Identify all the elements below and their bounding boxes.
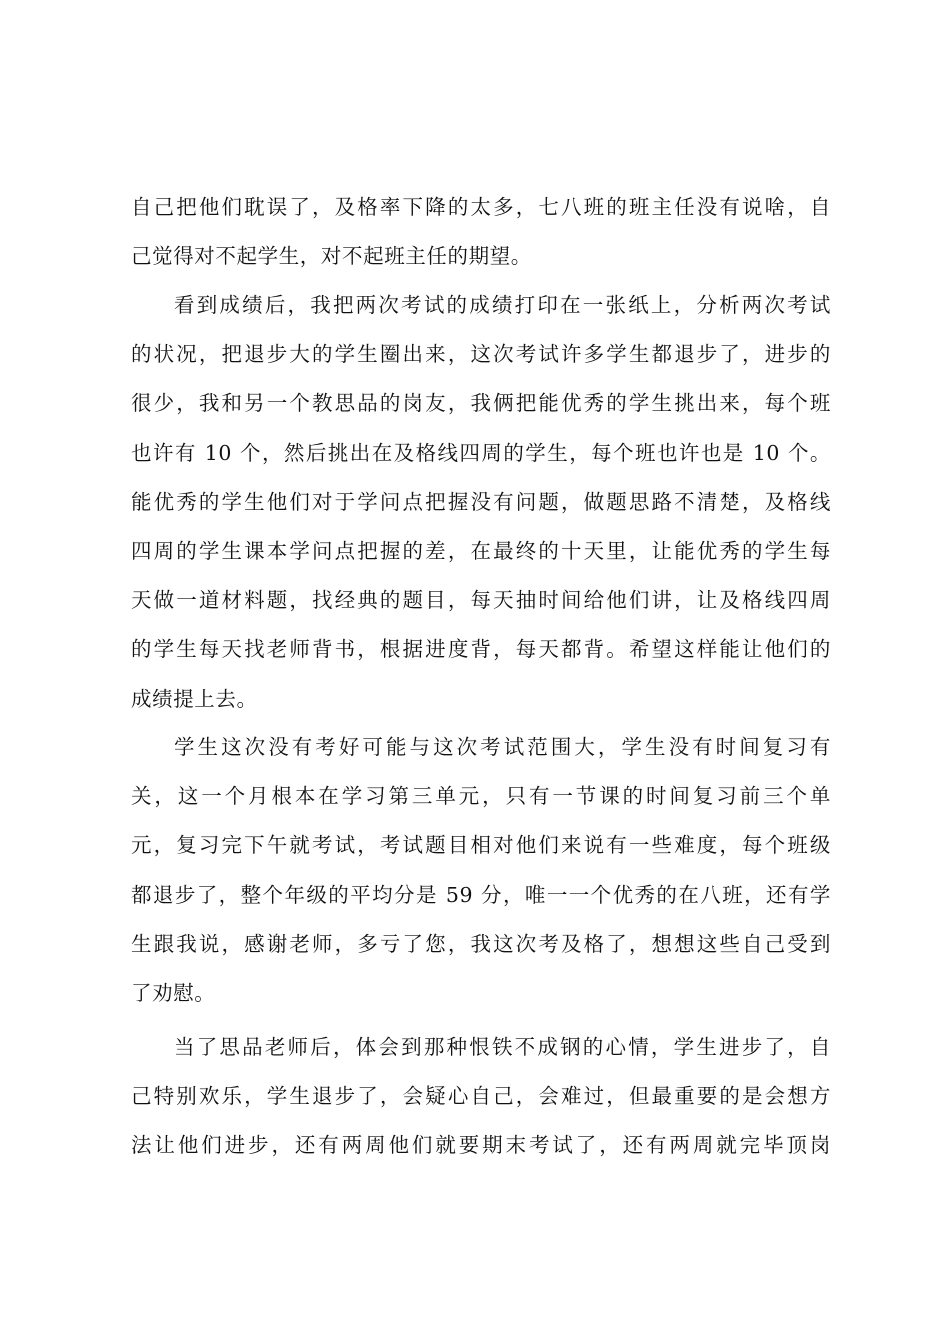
- paragraph-line: 很少，我和另一个教思品的岗友，我俩把能优秀的学生挑出来，每个班: [131, 391, 831, 416]
- paragraph-line: 学生这次没有考好可能与这次考试范围大，学生没有时间复习有: [174, 735, 831, 759]
- paragraph-line: 生跟我说，感谢老师，多亏了您，我这次考及格了，想想这些自己受到: [131, 931, 831, 956]
- paragraph-line: 也许有 10 个，然后挑出在及格线四周的学生，每个班也许也是 10 个。: [131, 440, 831, 465]
- paragraph-line: 都退步了，整个年级的平均分是 59 分，唯一一个优秀的在八班，还有学: [131, 882, 831, 907]
- paragraph-4: [131, 1023, 831, 1171]
- paragraph-line: 的状况，把退步大的学生圈出来，这次考试许多学生都退步了，进步的: [131, 342, 831, 367]
- paragraph-line: 法让他们进步，还有两周他们就要期末考试了，还有两周就完毕顶岗: [131, 1133, 831, 1158]
- paragraph-1: [131, 183, 831, 281]
- paragraph-line: 当了思品老师后，体会到那种恨铁不成钢的心情，学生进步了，自: [174, 1035, 831, 1059]
- paragraph-line: 能优秀的学生他们对于学问点把握没有问题，做题思路不清楚，及格线: [131, 489, 831, 514]
- paragraph-line: 了劝慰。: [131, 980, 216, 1005]
- paragraph-line: 自己把他们耽误了，及格率下降的太多，七八班的班主任没有说啥，自: [131, 195, 831, 219]
- paragraph-line: 天做一道材料题，找经典的题目，每天抽时间给他们讲，让及格线四周: [131, 588, 831, 613]
- paragraph-line: 四周的学生课本学问点把握的差，在最终的十天里，让能优秀的学生每: [131, 538, 831, 563]
- paragraph-line: 己觉得对不起学生，对不起班主任的期望。: [131, 244, 532, 269]
- paragraph-2: [131, 281, 831, 724]
- paragraph-line: 成绩提上去。: [131, 686, 258, 711]
- paragraph-line: 己特别欢乐，学生退步了，会疑心自己，会难过，但最重要的是会想方: [131, 1084, 831, 1109]
- paragraph-line: 的学生每天找老师背书，根据进度背，每天都背。希望这样能让他们的: [131, 637, 831, 662]
- paragraph-3: [131, 723, 831, 1018]
- paragraph-line: 关，这一个月根本在学习第三单元，只有一节课的时间复习前三个单: [131, 784, 831, 809]
- paragraph-line: 看到成绩后，我把两次考试的成绩打印在一张纸上，分析两次考试: [174, 293, 831, 317]
- paragraph-line: 元，复习完下午就考试，考试题目相对他们来说有一些难度，每个班级: [131, 833, 831, 858]
